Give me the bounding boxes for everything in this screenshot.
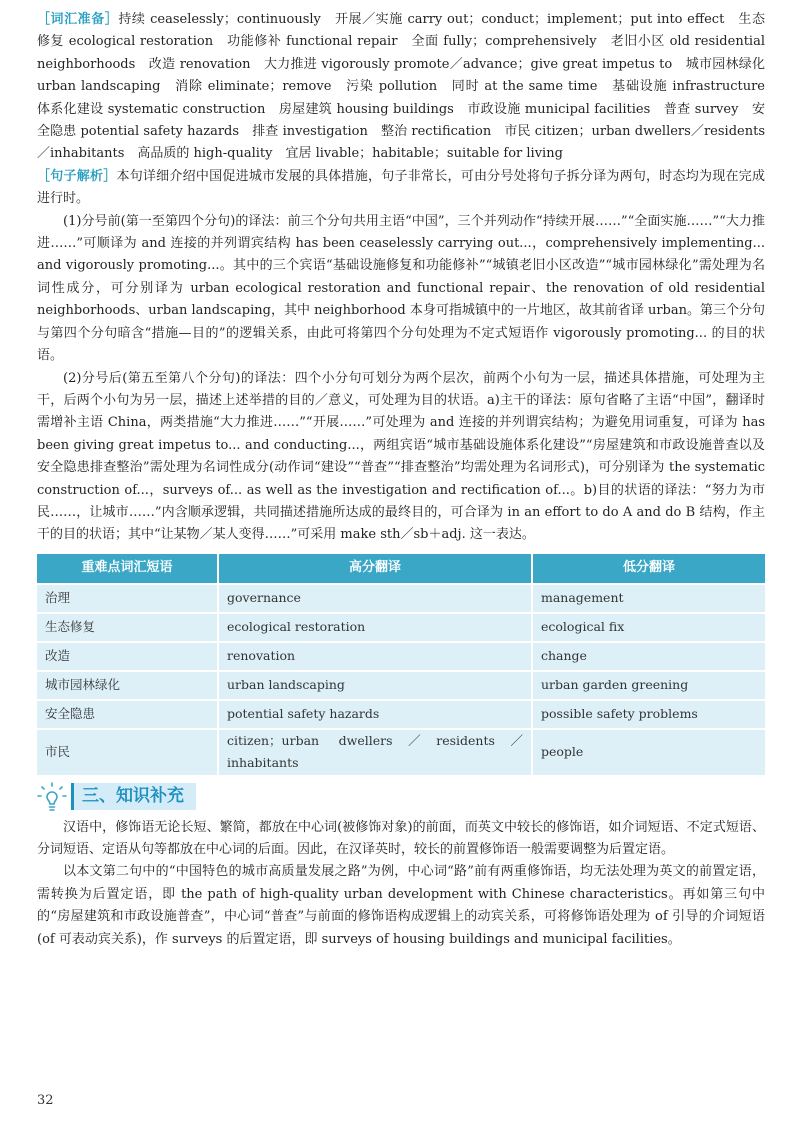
table-row	[37, 671, 765, 700]
page-number: 32	[37, 1093, 54, 1108]
vocab-comparison-table	[37, 554, 765, 775]
table-header-cell: 高分翻译	[218, 554, 532, 584]
table-cell: citizen；urban dwellers／residents／inhabitants	[218, 729, 532, 775]
lightbulb-icon	[37, 782, 67, 812]
table-cell: governance	[218, 584, 532, 613]
analysis-part-1: (1)分号前(第一至第四个分句)的译法：前三个分句共用主语“中国”，三个并列动作“持续开展……”“全面实施……”“大力推进……”可顺译为 and 连接的并列谓宾结构 has been ceaselessly carrying out...，comprehensively implementing... and vigorously promoting...。其中的三个宾语“基础设施修复和功能修补”“城镇老旧小区改造”“城市园林绿化”需处理为名词性成分，可分别译为 urban ecological restoration and functional repair、the renovation of old residential neighborhoods、urban landscaping，其中 neighborhood 本身可指城镇中的一片地区，故其前省译 urban。第三个分句与第四个分句暗含“措施—目的”的逻辑关系，由此可将第四个分句处理为不定式短语作 vigorously promoting... 的目的状语。	[37, 213, 766, 364]
vocab-prep-text: 持续 ceaselessly；continuously 开展／实施 carry out；conduct；implement；put into effect 生态修复 ecological restoration 功能修补 functional repair 全面 fully；comprehensively 老旧小区 old residential neighborhoods 改造 renovation 大力推进 vigorously promote／advance；give great impetus to 城市园林绿化 urban landscaping 消除 eliminate；remove 污染 pollution 同时 at the same time 基础设施 infrastructure 体系化建设 systematic construction 房屋建筑 housing buildings 市政设施 municipal facilities 普查 survey 安全隐患 potential safety hazards 排查 investigation 整治 rectification 市民 citizen；urban dwellers／residents／inhabitants 高品质的 high-quality 宜居 livable；habitable；suitable for living	[37, 12, 779, 162]
table-row	[37, 584, 765, 613]
section-3-header	[37, 781, 765, 813]
sentence-analysis-text: 本句详细介绍中国促进城市发展的具体措施，句子非常长，可由分号处将句子拆分译为两句，时态均为现在完成进行时。	[37, 168, 765, 207]
vocab-prep-paragraph	[37, 9, 779, 166]
sentence-analysis-tag: ［句子解析］	[37, 168, 117, 184]
section-3-paragraph-2: 以本文第二句中的“中国特色的城市高质量发展之路”为例，中心词“路”前有两重修饰语，均无法处理为英文的前置定语，需转换为后置定语，即 the path of high-quality urban development with Chinese characteristics。再如第三句中的“房屋建筑和市政设施普查”，中心词“普查”与前面的修饰语构成逻辑上的动宾关系，可将修饰语处理为 of 引导的介词短语(of 可表动宾关系)，作 surveys 的后置定语，即 surveys of housing buildings and municipal facilities。	[37, 864, 765, 947]
analysis-part-2: (2)分号后(第五至第八个分句)的译法：四个小分句可划分为两个层次，前两个小句为一层，描述具体措施，可处理为主干，后两个小句为另一层，描述上述举措的目的／意义，可处理为目的状语。a)主干的译法：原句省略了主语“中国”，翻译时需增补主语 China，两类措施“大力推进……”“开展……”可处理为 and 连接的并列谓宾结构；为避免用词重复，可译为 has been giving great impetus to... and conducting...，两组宾语“城市基础设施体系化建设”“房屋建筑和市政设施普查以及安全隐患排查整治”需处理为名词性成分(动作词“建设”“普查”“排查整治”均需处理为名词形式)，可分别译为 the systematic construction of...，surveys of... as well as the investigation and rectification of...。b)目的状语的译法：“努力为市民……，让城市……”内含顺承逻辑，共同描述措施所达成的最终目的，可合译为 in an effort to do A and do B 结构，作主干的目的状语；其中“让某物／某人变得……”可采用 make sth／sb＋adj. 这一表达。	[37, 370, 765, 543]
table-header-cell: 低分翻译	[532, 554, 765, 584]
table-cell: renovation	[218, 642, 532, 671]
table-row	[37, 613, 765, 642]
table-header-row	[37, 554, 765, 584]
table-cell: 城市园林绿化	[37, 671, 218, 700]
section-3-title: 三、知识补充	[71, 783, 196, 809]
content	[37, 9, 779, 951]
table-cell: 安全隐患	[37, 700, 218, 729]
table-row	[37, 642, 765, 671]
table-cell: 改造	[37, 642, 218, 671]
vocab-prep-tag: ［词汇准备］	[37, 12, 119, 27]
table-cell: 生态修复	[37, 613, 218, 642]
table-cell: potential safety hazards	[218, 700, 532, 729]
table-cell: ecological fix	[532, 613, 765, 642]
section-3-paragraph-1: 汉语中，修饰语无论长短、繁简，都放在中心词(被修饰对象)的前面，而英文中较长的修饰语，如介词短语、不定式短语、分词短语、定语从句等都放在中心词的后面。因此，在汉译英时，较长的前置修饰语一般需要调整为后置定语。	[37, 819, 765, 857]
table-cell: ecological restoration	[218, 613, 532, 642]
sentence-analysis-paragraph	[37, 166, 765, 211]
table-cell: people	[532, 729, 765, 775]
table-row	[37, 729, 765, 775]
table-cell: 市民	[37, 729, 218, 775]
table-cell: possible safety problems	[532, 700, 765, 729]
table-cell: 治理	[37, 584, 218, 613]
table-row	[37, 700, 765, 729]
table-cell: change	[532, 642, 765, 671]
table-cell: urban garden greening	[532, 671, 765, 700]
table-cell: urban landscaping	[218, 671, 532, 700]
table-cell: management	[532, 584, 765, 613]
table-header-cell: 重难点词汇短语	[37, 554, 218, 584]
